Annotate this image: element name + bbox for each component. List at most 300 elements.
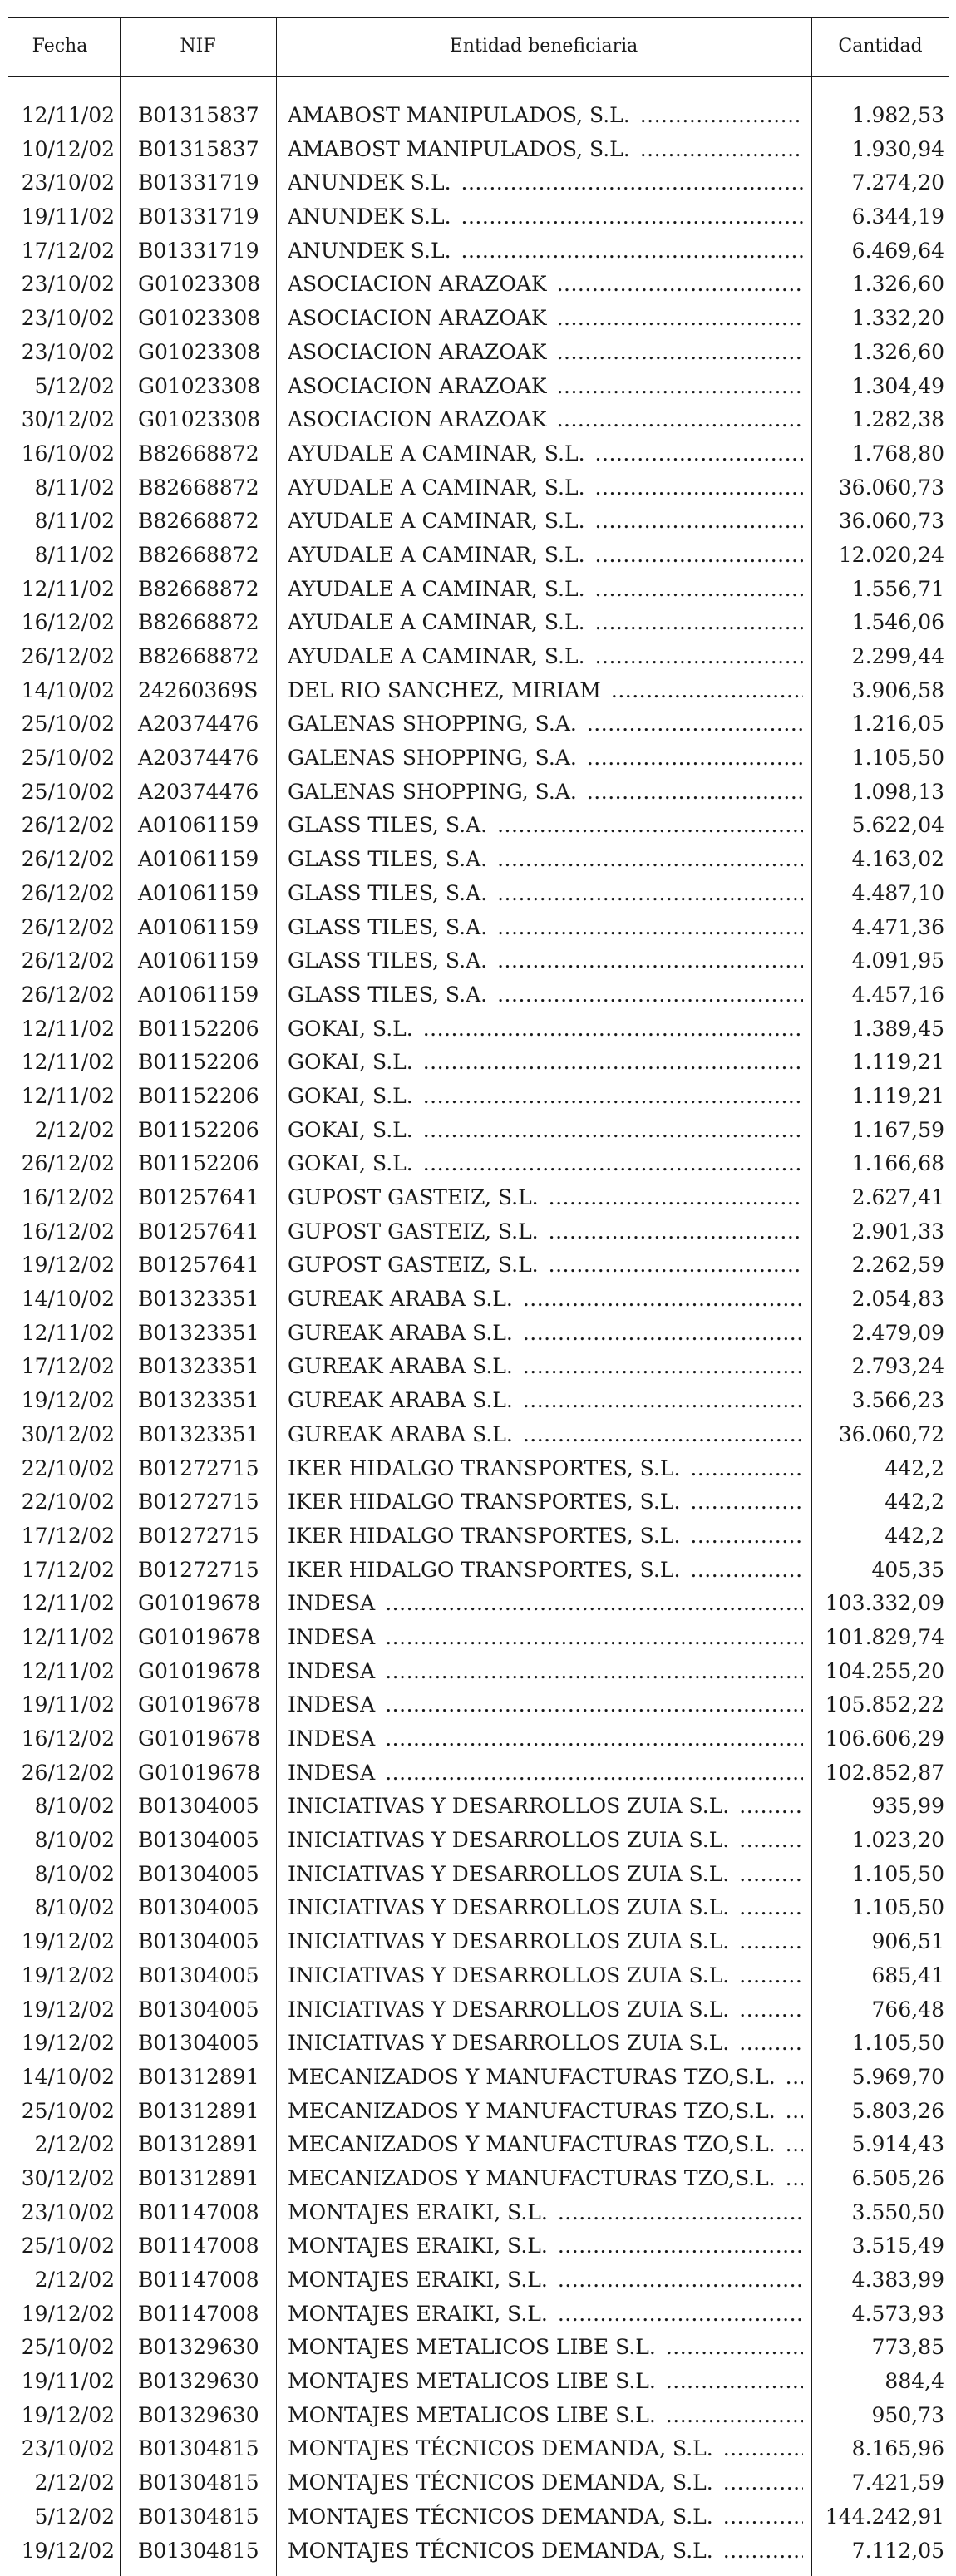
table-row (0, 843, 956, 877)
cell-nif: B01304005 (138, 1997, 259, 2022)
cell-nif: B01272715 (138, 1490, 259, 1515)
table-row (0, 1147, 956, 1181)
cell-nif: B01312891 (138, 2098, 259, 2123)
leader-dots (640, 99, 803, 133)
cell-entidad (288, 1959, 803, 1993)
cell-fecha: 19/12/02 (21, 1388, 115, 1413)
entidad-name: GUREAK ARABA S.L. (288, 1287, 513, 1312)
cell-fecha: 12/11/02 (21, 103, 115, 127)
entidad-name: MONTAJES ERAIKI, S.L. (288, 2301, 548, 2326)
cell-cantidad: 1.304,49 (851, 373, 944, 398)
cell-cantidad: 3.515,49 (851, 2234, 944, 2258)
cell-fecha: 26/12/02 (21, 644, 115, 668)
table-row (0, 1080, 956, 1114)
cell-cantidad: 3.550,50 (851, 2199, 944, 2224)
cell-cantidad: 1.326,60 (851, 272, 944, 297)
leader-dots (558, 2196, 803, 2230)
table-row (0, 268, 956, 302)
cell-nif: B01329630 (138, 2369, 259, 2394)
leader-dots (666, 2399, 803, 2433)
cell-nif: B01312891 (138, 2132, 259, 2157)
cell-fecha: 23/10/02 (21, 2199, 115, 2224)
cell-cantidad: 2.627,41 (851, 1185, 944, 1209)
cell-entidad (288, 1046, 803, 1080)
leader-dots (557, 370, 803, 404)
table-row (0, 471, 956, 505)
cell-nif: B01323351 (138, 1354, 259, 1379)
cell-nif: A01061159 (138, 813, 259, 838)
cell-fecha: 12/11/02 (21, 576, 115, 601)
cell-fecha: 2/12/02 (34, 2470, 115, 2495)
entidad-name: INDESA (288, 1726, 376, 1751)
table-row (0, 1858, 956, 1892)
leader-dots (497, 944, 803, 978)
cell-cantidad: 442,2 (885, 1455, 944, 1480)
leader-dots (587, 707, 803, 741)
cell-cantidad: 104.255,20 (825, 1658, 944, 1683)
cell-entidad (288, 1621, 803, 1655)
cell-nif: A20374476 (138, 779, 259, 804)
cell-cantidad: 2.901,33 (851, 1219, 944, 1244)
leader-dots (385, 1655, 803, 1689)
entidad-name: MECANIZADOS Y MANUFACTURAS TZO,S.L. (288, 2165, 776, 2190)
leader-dots (423, 1080, 803, 1114)
cell-fecha: 19/12/02 (21, 2301, 115, 2326)
cell-fecha: 23/10/02 (21, 2436, 115, 2461)
cell-fecha: 12/11/02 (21, 1591, 115, 1616)
cell-fecha: 17/12/02 (21, 1523, 115, 1548)
cell-fecha: 26/12/02 (21, 813, 115, 838)
cell-cantidad: 8.165,96 (851, 2436, 944, 2461)
entidad-name: AYUDALE A CAMINAR, S.L. (288, 644, 585, 668)
cell-cantidad: 1.332,20 (851, 306, 944, 331)
table-row (0, 403, 956, 437)
entidad-name: IKER HIDALGO TRANSPORTES, S.L. (288, 1557, 681, 1582)
cell-nif: B01323351 (138, 1287, 259, 1312)
cell-fecha: 14/10/02 (21, 2064, 115, 2089)
cell-cantidad: 1.105,50 (851, 746, 944, 771)
table-row (0, 911, 956, 945)
cell-cantidad: 6.469,64 (851, 238, 944, 263)
entidad-name: GLASS TILES, S.A. (288, 982, 488, 1007)
cell-cantidad: 1.326,60 (851, 339, 944, 364)
cell-entidad (288, 539, 803, 573)
cell-fecha: 25/10/02 (21, 2335, 115, 2360)
table-row (0, 2432, 956, 2466)
table-row (0, 437, 956, 471)
cell-cantidad: 2.793,24 (851, 1354, 944, 1379)
table-row (0, 2500, 956, 2534)
table-row (0, 1384, 956, 1418)
leader-dots (786, 2095, 803, 2129)
table-row (0, 707, 956, 741)
cell-entidad (288, 471, 803, 505)
leader-dots (595, 606, 803, 640)
cell-entidad (288, 741, 803, 776)
cell-cantidad: 1.105,50 (851, 1861, 944, 1886)
cell-fecha: 19/12/02 (21, 1997, 115, 2022)
cell-fecha: 2/12/02 (34, 2132, 115, 2157)
cell-cantidad: 36.060,72 (838, 1421, 944, 1446)
entidad-name: GOKAI, S.L. (288, 1083, 413, 1108)
entidad-name: GOKAI, S.L. (288, 1016, 413, 1041)
leader-dots (595, 471, 803, 505)
cell-cantidad: 442,2 (885, 1490, 944, 1515)
table-row (0, 1350, 956, 1384)
cell-fecha: 10/12/02 (21, 136, 115, 161)
cell-entidad (288, 944, 803, 978)
entidad-name: GOKAI, S.L. (288, 1151, 413, 1176)
leader-dots (595, 539, 803, 573)
entidad-name: GLASS TILES, S.A. (288, 813, 488, 838)
entidad-name: GUREAK ARABA S.L. (288, 1354, 513, 1379)
table-row (0, 1554, 956, 1588)
cell-entidad (288, 707, 803, 741)
entidad-name: AYUDALE A CAMINAR, S.L. (288, 610, 585, 635)
cell-entidad (288, 2196, 803, 2230)
cell-cantidad: 766,48 (871, 1997, 944, 2022)
leader-dots (595, 437, 803, 471)
cell-cantidad: 2.054,83 (851, 1287, 944, 1312)
cell-entidad (288, 2229, 803, 2263)
cell-nif: B01257641 (138, 1185, 259, 1209)
table-body (0, 99, 956, 2568)
cell-nif: B01323351 (138, 1388, 259, 1413)
entidad-name: INICIATIVAS Y DESARROLLOS ZUIA S.L. (288, 1895, 730, 1920)
entidad-name: MECANIZADOS Y MANUFACTURAS TZO,S.L. (288, 2098, 776, 2123)
cell-fecha: 12/11/02 (21, 1658, 115, 1683)
cell-nif: B01304005 (138, 2031, 259, 2056)
cell-fecha: 12/11/02 (21, 1016, 115, 1041)
table-row (0, 1993, 956, 2027)
leader-dots (666, 2331, 803, 2365)
cell-nif: G01023308 (138, 407, 261, 432)
leader-dots (423, 1012, 803, 1047)
entidad-name: MONTAJES METALICOS LIBE S.L. (288, 2369, 656, 2394)
entidad-name: AYUDALE A CAMINAR, S.L. (288, 542, 585, 567)
table-row (0, 1722, 956, 1756)
leader-dots (690, 1554, 803, 1588)
entidad-name: MONTAJES ERAIKI, S.L. (288, 2268, 548, 2292)
table-row (0, 1824, 956, 1858)
cell-cantidad: 4.163,02 (851, 847, 944, 872)
header-nif: NIF (180, 36, 216, 57)
leader-dots (423, 1046, 803, 1080)
entidad-name: MONTAJES TÉCNICOS DEMANDA, S.L. (288, 2538, 713, 2563)
cell-entidad (288, 2027, 803, 2061)
table-row (0, 2229, 956, 2263)
header-fecha: Fecha (32, 36, 88, 57)
table-row (0, 1283, 956, 1317)
cell-entidad (288, 2298, 803, 2332)
cell-nif: B01331719 (138, 238, 259, 263)
table-row (0, 1114, 956, 1148)
leader-dots (549, 1181, 803, 1215)
cell-entidad (288, 1756, 803, 1790)
cell-cantidad: 7.274,20 (851, 170, 944, 195)
entidad-name: GUPOST GASTEIZ, S.L. (288, 1219, 539, 1244)
cell-nif: G01023308 (138, 339, 261, 364)
cell-entidad (288, 2365, 803, 2399)
leader-dots (523, 1283, 803, 1317)
cell-entidad (288, 843, 803, 877)
cell-nif: B01147008 (138, 2301, 259, 2326)
cell-entidad (288, 1181, 803, 1215)
cell-fecha: 5/12/02 (34, 2504, 115, 2529)
header-cantidad: Cantidad (838, 36, 923, 57)
cell-entidad (288, 1114, 803, 1148)
leader-dots (497, 809, 803, 843)
cell-fecha: 12/11/02 (21, 1050, 115, 1075)
leader-dots (640, 133, 803, 167)
cell-entidad (288, 877, 803, 911)
cell-nif: B82668872 (138, 475, 259, 500)
cell-fecha: 23/10/02 (21, 339, 115, 364)
entidad-name: AMABOST MANIPULADOS, S.L. (288, 136, 630, 161)
entidad-name: INDESA (288, 1624, 376, 1649)
cell-entidad (288, 1925, 803, 1959)
cell-cantidad: 1.546,06 (851, 610, 944, 635)
cell-entidad (288, 1858, 803, 1892)
cell-entidad (288, 776, 803, 810)
cell-entidad (288, 1722, 803, 1756)
cell-entidad (288, 1891, 803, 1925)
cell-cantidad: 2.479,09 (851, 1320, 944, 1345)
cell-fecha: 30/12/02 (21, 1421, 115, 1446)
cell-nif: G01019678 (138, 1624, 261, 1649)
cell-entidad (288, 133, 803, 167)
cell-nif: 24260369S (138, 677, 259, 702)
cell-fecha: 8/10/02 (34, 1794, 115, 1819)
cell-cantidad: 1.216,05 (851, 712, 944, 736)
cell-nif: B01331719 (138, 170, 259, 195)
cell-cantidad: 1.282,38 (851, 407, 944, 432)
table-row (0, 2128, 956, 2162)
leader-dots (385, 1756, 803, 1790)
cell-nif: A01061159 (138, 982, 259, 1007)
cell-entidad (288, 302, 803, 336)
leader-dots (385, 1688, 803, 1722)
entidad-name: INDESA (288, 1692, 376, 1717)
table-row (0, 539, 956, 573)
cell-cantidad: 773,85 (871, 2335, 944, 2360)
table-row (0, 370, 956, 404)
leader-dots (557, 403, 803, 437)
table-row (0, 2263, 956, 2298)
leader-dots (739, 1891, 803, 1925)
table-row (0, 978, 956, 1012)
cell-nif: B01152206 (138, 1050, 259, 1075)
cell-cantidad: 1.389,45 (851, 1016, 944, 1041)
leader-dots (497, 911, 803, 945)
leader-dots (786, 2128, 803, 2162)
cell-entidad (288, 1554, 803, 1588)
cell-nif: B01323351 (138, 1421, 259, 1446)
cell-fecha: 26/12/02 (21, 948, 115, 973)
leader-dots (385, 1587, 803, 1621)
table-row (0, 1891, 956, 1925)
cell-cantidad: 1.167,59 (851, 1117, 944, 1142)
entidad-name: GLASS TILES, S.A. (288, 847, 488, 872)
cell-nif: B01152206 (138, 1016, 259, 1041)
table-row (0, 809, 956, 843)
cell-cantidad: 1.166,68 (851, 1151, 944, 1176)
cell-cantidad: 1.556,71 (851, 576, 944, 601)
cell-nif: G01023308 (138, 272, 261, 297)
entidad-name: AYUDALE A CAMINAR, S.L. (288, 475, 585, 500)
table-row (0, 2061, 956, 2095)
cell-cantidad: 4.091,95 (851, 948, 944, 973)
cell-cantidad: 906,51 (871, 1929, 944, 1954)
cell-fecha: 14/10/02 (21, 677, 115, 702)
cell-entidad (288, 166, 803, 200)
table-row (0, 99, 956, 133)
cell-nif: A01061159 (138, 880, 259, 905)
cell-cantidad: 5.803,26 (851, 2098, 944, 2123)
entidad-name: AYUDALE A CAMINAR, S.L. (288, 576, 585, 601)
entidad-name: ANUNDEK S.L. (288, 238, 451, 263)
cell-entidad (288, 1790, 803, 1824)
cell-cantidad: 950,73 (871, 2402, 944, 2427)
cell-fecha: 17/12/02 (21, 1354, 115, 1379)
cell-entidad (288, 2331, 803, 2365)
cell-entidad (288, 1993, 803, 2027)
cell-nif: A20374476 (138, 746, 259, 771)
cell-cantidad: 1.768,80 (851, 441, 944, 465)
cell-nif: A01061159 (138, 847, 259, 872)
cell-nif: B82668872 (138, 441, 259, 465)
cell-entidad (288, 99, 803, 133)
cell-entidad (288, 1384, 803, 1418)
cell-nif: G01023308 (138, 306, 261, 331)
table-row (0, 505, 956, 539)
cell-nif: B01329630 (138, 2402, 259, 2427)
cell-cantidad: 1.982,53 (851, 103, 944, 127)
cell-entidad (288, 1519, 803, 1554)
cell-nif: B82668872 (138, 576, 259, 601)
cell-entidad (288, 1350, 803, 1384)
cell-fecha: 23/10/02 (21, 170, 115, 195)
entidad-name: MONTAJES TÉCNICOS DEMANDA, S.L. (288, 2436, 713, 2461)
entidad-name: INICIATIVAS Y DESARROLLOS ZUIA S.L. (288, 1929, 730, 1954)
leader-dots (595, 640, 803, 674)
cell-fecha: 8/11/02 (34, 509, 115, 534)
cell-cantidad: 5.914,43 (851, 2132, 944, 2157)
cell-entidad (288, 403, 803, 437)
leader-dots (690, 1519, 803, 1554)
cell-cantidad: 884,4 (885, 2369, 944, 2394)
cell-nif: G01019678 (138, 1760, 261, 1785)
cell-cantidad: 3.566,23 (851, 1388, 944, 1413)
leader-dots (549, 1249, 803, 1283)
table-row (0, 1756, 956, 1790)
entidad-name: GOKAI, S.L. (288, 1117, 413, 1142)
cell-fecha: 8/10/02 (34, 1828, 115, 1853)
cell-cantidad: 6.505,26 (851, 2165, 944, 2190)
cell-entidad (288, 1147, 803, 1181)
cell-cantidad: 1.119,21 (851, 1083, 944, 1108)
cell-entidad (288, 1283, 803, 1317)
cell-cantidad: 6.344,19 (851, 204, 944, 229)
table-row (0, 776, 956, 810)
cell-entidad (288, 674, 803, 708)
entidad-name: ANUNDEK S.L. (288, 170, 451, 195)
leader-dots (423, 1114, 803, 1148)
table-row (0, 302, 956, 336)
cell-fecha: 25/10/02 (21, 746, 115, 771)
cell-cantidad: 2.262,59 (851, 1253, 944, 1278)
entidad-name: IKER HIDALGO TRANSPORTES, S.L. (288, 1490, 681, 1515)
cell-nif: B01257641 (138, 1219, 259, 1244)
cell-nif: B82668872 (138, 644, 259, 668)
table-row (0, 2534, 956, 2569)
entidad-name: GUREAK ARABA S.L. (288, 1421, 513, 1446)
leader-dots (461, 234, 803, 268)
cell-nif: B01257641 (138, 1253, 259, 1278)
table-row (0, 1215, 956, 1249)
cell-entidad (288, 1824, 803, 1858)
entidad-name: MONTAJES ERAIKI, S.L. (288, 2234, 548, 2258)
cell-entidad (288, 2399, 803, 2433)
entidad-name: ASOCIACION ARAZOAK (288, 339, 547, 364)
cell-fecha: 5/12/02 (34, 373, 115, 398)
cell-nif: B01272715 (138, 1455, 259, 1480)
leader-dots (523, 1317, 803, 1351)
table-row (0, 1925, 956, 1959)
entidad-name: INDESA (288, 1658, 376, 1683)
table-row (0, 1012, 956, 1047)
table-row (0, 2196, 956, 2230)
cell-cantidad: 405,35 (871, 1557, 944, 1582)
leader-dots (690, 1452, 803, 1486)
cell-nif: A01061159 (138, 914, 259, 939)
cell-cantidad: 5.622,04 (851, 813, 944, 838)
table-row (0, 573, 956, 607)
cell-cantidad: 2.299,44 (851, 644, 944, 668)
cell-fecha: 26/12/02 (21, 982, 115, 1007)
entidad-name: INICIATIVAS Y DESARROLLOS ZUIA S.L. (288, 1861, 730, 1886)
cell-entidad (288, 2095, 803, 2129)
entidad-name: GLASS TILES, S.A. (288, 948, 488, 973)
entidad-name: ANUNDEK S.L. (288, 204, 451, 229)
entidad-name: ASOCIACION ARAZOAK (288, 407, 547, 432)
table-row (0, 1452, 956, 1486)
cell-cantidad: 4.471,36 (851, 914, 944, 939)
cell-entidad (288, 1317, 803, 1351)
cell-fecha: 23/10/02 (21, 306, 115, 331)
cell-fecha: 26/12/02 (21, 1151, 115, 1176)
entidad-name: GLASS TILES, S.A. (288, 914, 488, 939)
cell-fecha: 19/11/02 (21, 2369, 115, 2394)
cell-fecha: 22/10/02 (21, 1455, 115, 1480)
cell-entidad (288, 1249, 803, 1283)
entidad-name: GALENAS SHOPPING, S.A. (288, 712, 577, 736)
cell-fecha: 12/11/02 (21, 1083, 115, 1108)
entidad-name: GALENAS SHOPPING, S.A. (288, 779, 577, 804)
leader-dots (385, 1621, 803, 1655)
entidad-name: GUREAK ARABA S.L. (288, 1320, 513, 1345)
cell-nif: B01329630 (138, 2335, 259, 2360)
table-row (0, 336, 956, 370)
table-row (0, 1418, 956, 1452)
table-row (0, 1790, 956, 1824)
leader-dots (739, 1959, 803, 1993)
cell-nif: B01304005 (138, 1929, 259, 1954)
cell-fecha: 19/12/02 (21, 2538, 115, 2563)
cell-cantidad: 1.105,50 (851, 2031, 944, 2056)
table-row (0, 2095, 956, 2129)
cell-cantidad: 144.242,91 (825, 2504, 944, 2529)
